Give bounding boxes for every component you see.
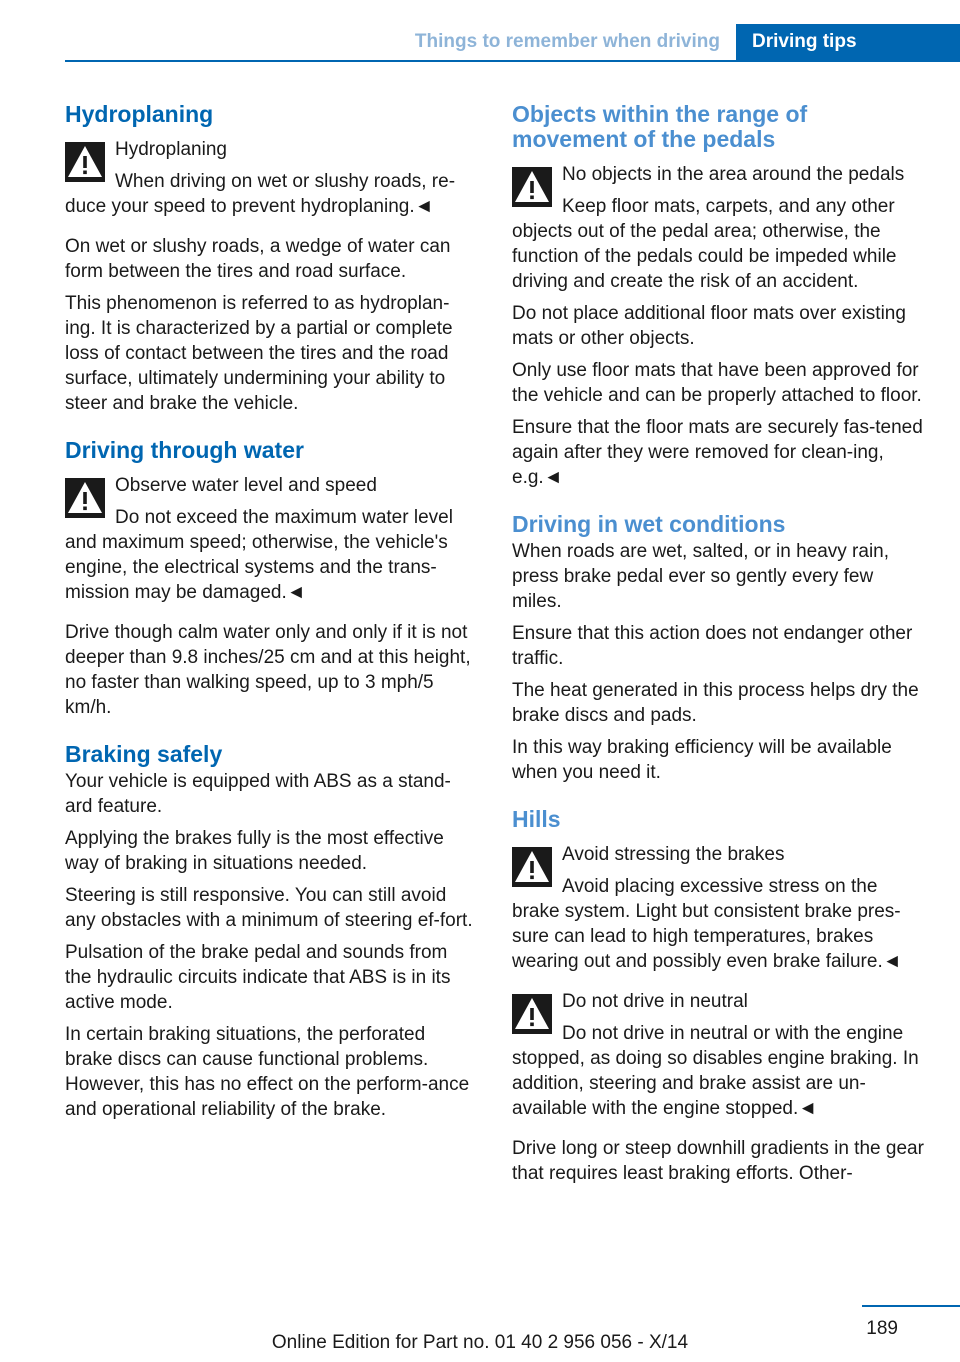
section-driving-through-water	[65, 438, 475, 720]
heading-pedals: Objects within the range of movement of the pedals	[512, 101, 808, 152]
heading-driving-through-water: Driving through water	[65, 437, 304, 463]
paragraph: The heat generated in this process helps dry the brake discs and pads.	[512, 680, 919, 726]
warning-triangle-icon	[512, 847, 552, 887]
warning-title: Hydroplaning	[115, 139, 227, 160]
paragraph: Steering is still responsive. You can still avoid any obstacles with a minimum of steering ef-fort.	[65, 885, 473, 931]
paragraph: Applying the brakes fully is the most effective way of braking in situations needed.	[65, 828, 444, 874]
warning-pedals	[512, 162, 926, 294]
page-number: 189	[866, 1318, 898, 1339]
warning-title: No objects in the area around the pedals	[562, 164, 905, 185]
warning-neutral	[512, 989, 926, 1121]
warning-triangle-icon	[65, 142, 105, 182]
paragraph: Do not place additional floor mats over existing mats or other objects.	[512, 303, 906, 349]
heading-hydroplaning: Hydroplaning	[65, 101, 214, 127]
paragraph: Your vehicle is equipped with ABS as a stand-ard feature.	[65, 771, 451, 817]
warning-water-level	[65, 473, 475, 605]
header-divider	[65, 60, 960, 62]
warning-triangle-icon	[512, 994, 552, 1034]
warning-triangle-icon	[65, 478, 105, 518]
paragraph: Drive long or steep downhill gradients in the gear that requires least braking efforts. Other-	[512, 1138, 924, 1184]
page-header	[0, 0, 960, 62]
section-hydroplaning	[65, 102, 475, 416]
section-hills	[512, 807, 926, 1186]
paragraph: Only use floor mats that have been approved for the vehicle and can be properly attached to floor.	[512, 360, 922, 406]
warning-text: Do not exceed the maximum water level and maximum speed; otherwise, the vehicle's engine, the electrical systems and the trans-mission may be damaged.◄	[65, 507, 453, 603]
footer-divider	[862, 1305, 960, 1307]
warning-title: Do not drive in neutral	[562, 991, 748, 1012]
section-pedals	[512, 102, 926, 490]
paragraph: When roads are wet, salted, or in heavy rain, press brake pedal ever so gently every few miles.	[512, 541, 890, 612]
warning-title: Observe water level and speed	[115, 475, 377, 496]
warning-hydroplaning	[65, 137, 475, 219]
paragraph: Ensure that this action does not endanger other traffic.	[512, 623, 913, 669]
warning-text: When driving on wet or slushy roads, re-duce your speed to prevent hydroplaning.◄	[65, 171, 456, 217]
paragraph: On wet or slushy roads, a wedge of water can form between the tires and road surface.	[65, 236, 451, 282]
warning-text: Do not drive in neutral or with the engine stopped, as doing so disables engine braking. In addition, steering and brake assist are un-available with the engine stopped.◄	[512, 1023, 919, 1119]
paragraph: This phenomenon is referred to as hydroplan-ing. It is characterized by a partial or complete loss of contact between the tires and the road surface, ultimately undermining your ability to steer and brake the vehicle.	[65, 293, 453, 414]
paragraph: Drive though calm water only and only if it is not deeper than 9.8 inches/25 cm and at this height, no faster than walking speed, up to 3 mph/5 km/h.	[65, 622, 471, 718]
warning-brake-stress	[512, 842, 926, 974]
paragraph: In certain braking situations, the perforated brake discs can cause functional problems. However, this has no effect on the perform-ance and operational reliability of the brake.	[65, 1024, 470, 1120]
heading-hills: Hills	[512, 806, 561, 832]
paragraph: Pulsation of the brake pedal and sounds from the hydraulic circuits indicate that ABS is in its active mode.	[65, 942, 451, 1013]
warning-text: Keep floor mats, carpets, and any other objects out of the pedal area; otherwise, the function of the pedals could be impeded while driving and create the risk of an accident.	[512, 196, 897, 292]
paragraph: Ensure that the floor mats are securely fas-tened again after they were removed for clean-ing, e.g.◄	[512, 417, 923, 488]
section-wet-conditions	[512, 512, 926, 785]
warning-title: Avoid stressing the brakes	[562, 844, 785, 865]
header-section-title: Things to remember when driving	[414, 31, 720, 52]
warning-triangle-icon	[512, 167, 552, 207]
heading-braking-safely: Braking safely	[65, 741, 223, 767]
right-column	[512, 102, 926, 1193]
section-braking-safely	[65, 742, 475, 1122]
heading-wet-conditions: Driving in wet conditions	[512, 511, 786, 537]
paragraph: In this way braking efficiency will be available when you need it.	[512, 737, 892, 783]
left-column	[65, 102, 475, 1129]
header-chapter-tab: Driving tips	[736, 24, 960, 62]
edition-footer: Online Edition for Part no. 01 40 2 956 056 - X/14	[271, 1332, 689, 1353]
warning-text: Avoid placing excessive stress on the brake system. Light but consistent brake pres-sure can lead to high temperatures, brakes wearing out and possibly even brake failure.◄	[512, 876, 902, 972]
